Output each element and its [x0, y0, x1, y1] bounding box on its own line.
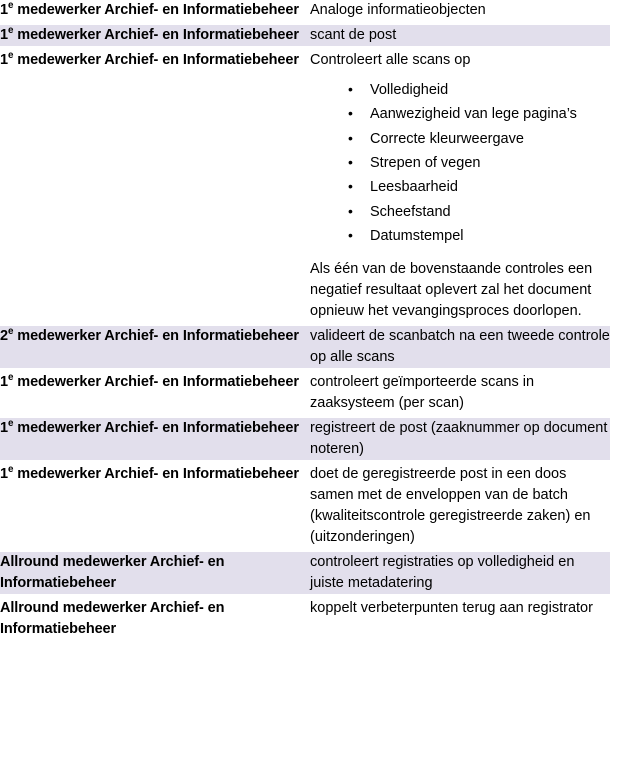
table-row: [0, 0, 610, 21]
action-text: controleert registraties op volledigheid en juiste metadatering: [310, 554, 575, 592]
role-cell: [0, 25, 310, 46]
check-list-item: • Aanwezigheid van lege pagina’s: [310, 105, 610, 124]
role-ordinal-suffix: e: [7, 326, 14, 338]
action-text: valideert de scanbatch na een tweede controle op alle scans: [310, 328, 610, 366]
role-ordinal-suffix: e: [7, 0, 14, 12]
table-row: [0, 418, 610, 460]
role-label: 1e medewerker Archief- en Informatiebeheer: [0, 0, 299, 18]
action-cell: [310, 25, 610, 46]
role-label: 1e medewerker Archief- en Informatiebeheer: [0, 372, 299, 391]
action-cell: [310, 0, 610, 21]
check-list-item: • Strepen of vegen: [310, 154, 610, 173]
table-row: [0, 372, 610, 414]
table-row: [0, 464, 610, 548]
action-text: koppelt verbeterpunten terug aan registrator: [310, 600, 593, 617]
table-row: [0, 552, 610, 594]
role-label: 2e medewerker Archief- en Informatiebeheer: [0, 326, 299, 344]
table-row: [0, 326, 610, 368]
role-label: Allround medewerker Archief- en Informatiebeheer: [0, 554, 225, 591]
role-cell: [0, 552, 310, 594]
check-list-item: • Correcte kleurweergave: [310, 130, 610, 149]
role-label: 1e medewerker Archief- en Informatiebeheer: [0, 418, 299, 437]
action-note: Als één van de bovenstaande controles een negatief resultaat oplevert zal het document opnieuw het vevangingsproces doorlopen.: [310, 260, 593, 319]
action-cell: [310, 418, 610, 460]
action-text: registreert de post (zaaknummer op document noteren): [310, 420, 608, 458]
check-list-item: • Leesbaarheid: [310, 178, 610, 197]
role-cell: [0, 464, 310, 548]
action-cell: [310, 464, 610, 548]
action-cell: [310, 598, 610, 639]
check-list-item: • Volledigheid: [310, 81, 610, 100]
role-ordinal-suffix: e: [7, 25, 14, 37]
check-list: [310, 81, 610, 246]
role-cell: [0, 418, 310, 460]
role-ordinal-suffix: e: [7, 418, 14, 430]
action-cell: [310, 552, 610, 594]
role-label: 1e medewerker Archief- en Informatiebeheer: [0, 25, 299, 44]
role-label: Allround medewerker Archief- en Informatiebeheer: [0, 600, 225, 637]
action-text: scant de post: [310, 27, 397, 44]
role-cell: [0, 50, 310, 322]
action-cell: [310, 326, 610, 368]
check-list-item: • Datumstempel: [310, 227, 610, 246]
table-row: [0, 25, 610, 46]
action-cell: [310, 372, 610, 414]
action-text: controleert geïmporteerde scans in zaaksysteem (per scan): [310, 374, 535, 412]
role-label: 1e medewerker Archief- en Informatiebeheer: [0, 50, 299, 69]
role-cell: [0, 598, 310, 639]
role-label: 1e medewerker Archief- en Informatiebeheer: [0, 464, 299, 483]
role-ordinal-suffix: e: [7, 372, 14, 384]
action-cell: [310, 50, 610, 322]
check-list-item: • Scheefstand: [310, 203, 610, 222]
action-text: doet de geregistreerde post in een doos samen met de enveloppen van de batch (kwaliteitscontrole geregistreerde zaken) en (uitzonderingen): [310, 466, 591, 546]
role-cell: [0, 326, 310, 368]
role-ordinal-suffix: e: [7, 464, 14, 476]
role-cell: [0, 372, 310, 414]
role-cell: [0, 0, 310, 21]
action-text: Controleert alle scans op: [310, 52, 471, 69]
action-text: Analoge informatieobjecten: [310, 2, 486, 18]
role-ordinal-suffix: e: [7, 50, 14, 62]
table-row: [0, 598, 610, 639]
table-row: [0, 50, 610, 322]
